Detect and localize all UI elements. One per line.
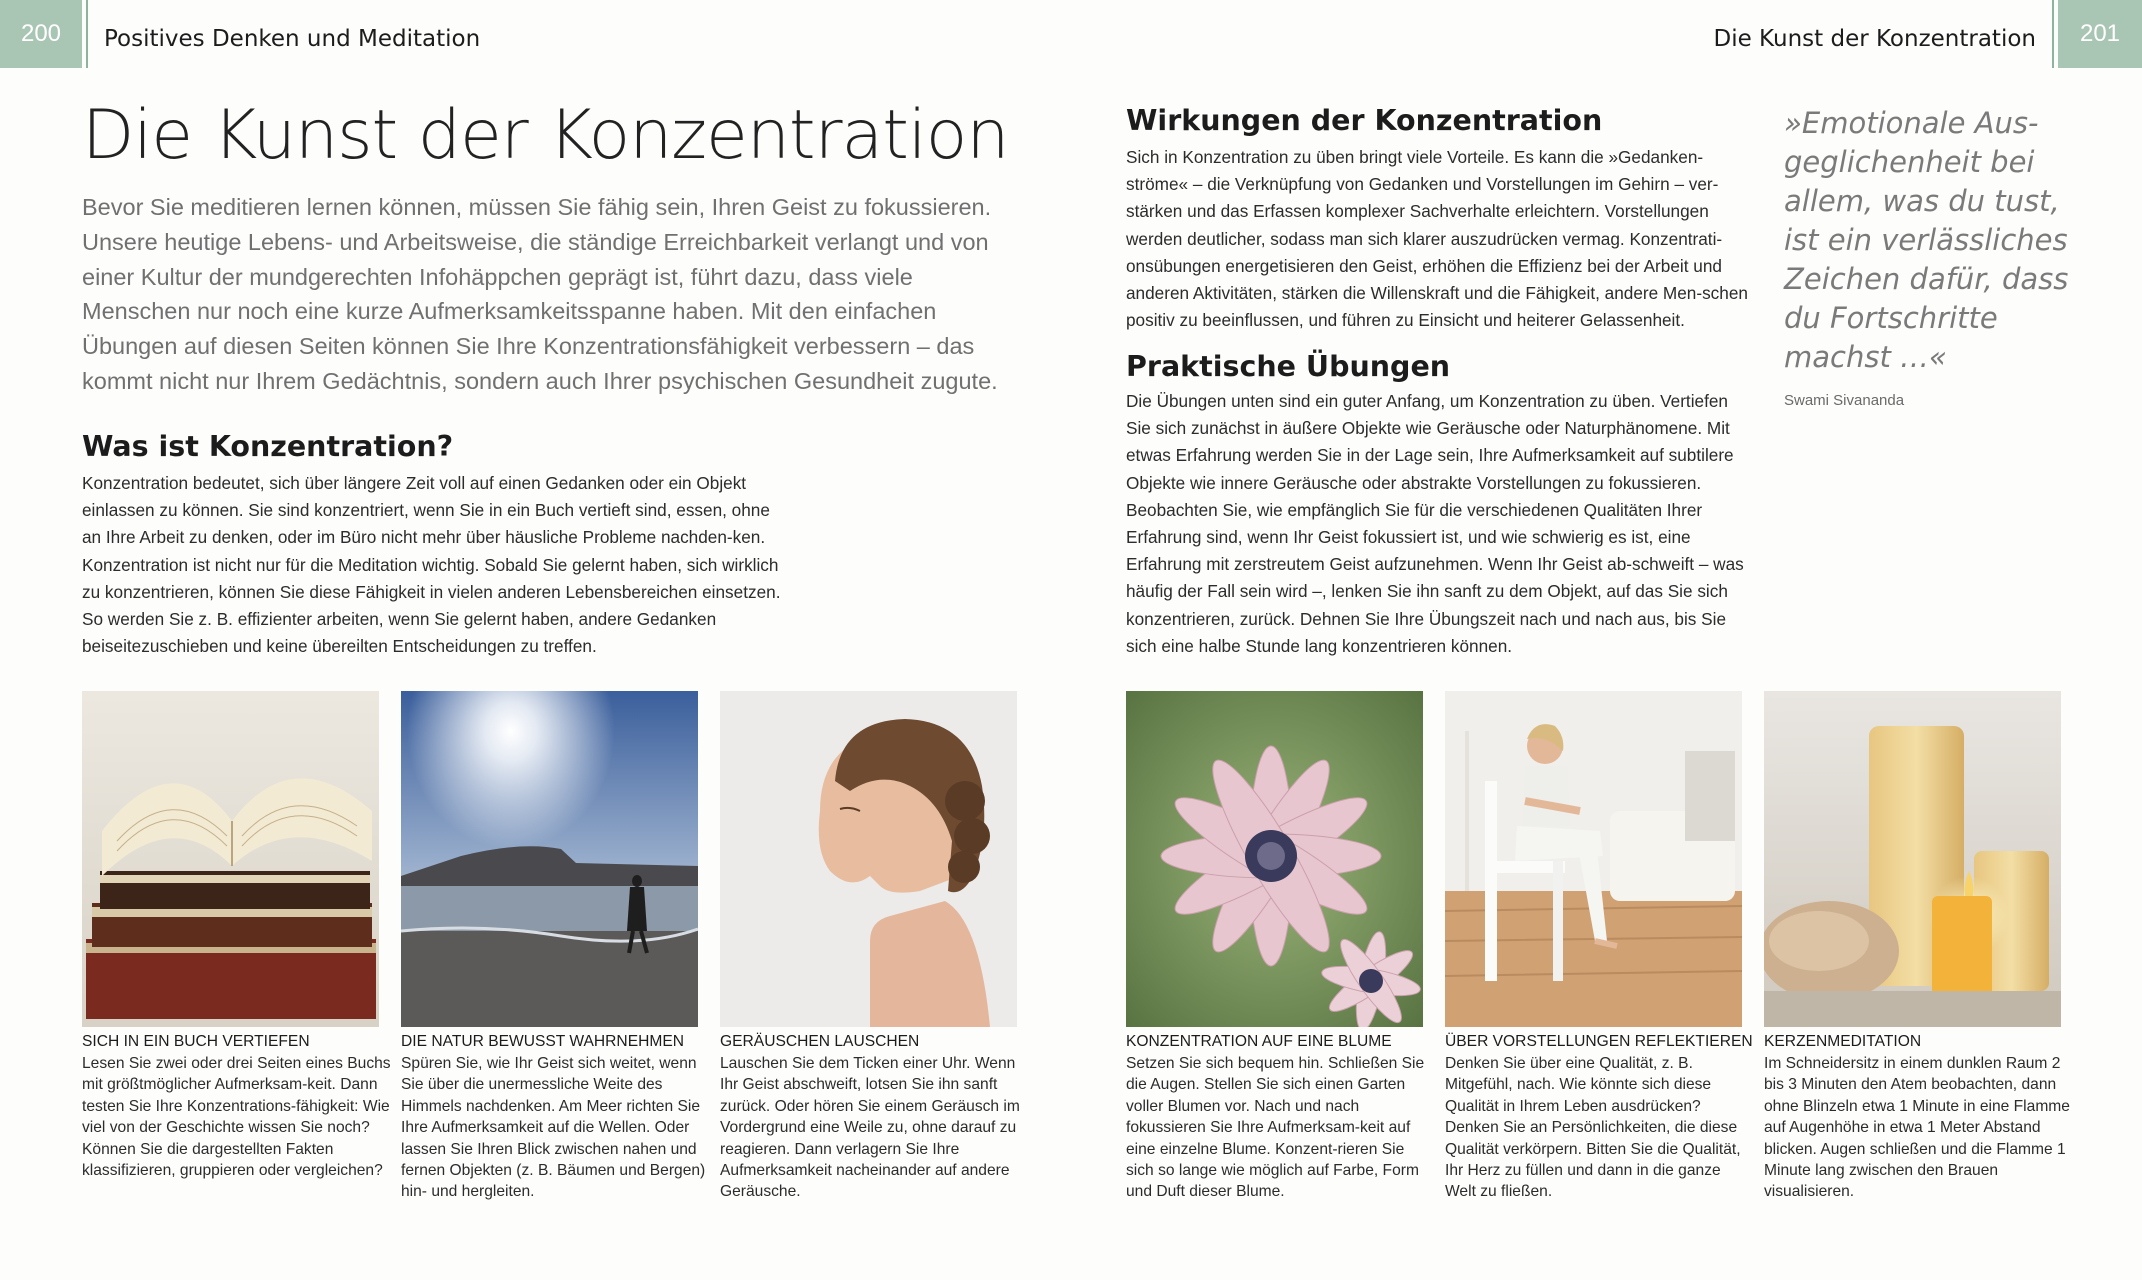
photo-books	[82, 691, 379, 1027]
right-page-number-tab	[2058, 0, 2142, 68]
photo-woman-chair	[1445, 691, 1742, 1027]
caption-title-buch: SICH IN EIN BUCH VERTIEFEN	[82, 1033, 310, 1050]
caption-text-blume: Setzen Sie sich bequem hin. Schließen Sie die Augen. Stellen Sie sich einen Garten voller Blumen vor. Nach und nach fokussieren Sie Ihre Aufmerksam-keit auf eine einzelne Blume. Konzent-rieren Sie sich so lange wie möglich auf Farbe, Form und Duft dieser Blume.	[1126, 1055, 1425, 1201]
caption-text-buch: Lesen Sie zwei oder drei Seiten eines Buchs mit größtmöglicher Aufmerksam-keit. Dann testen Sie Ihre Konzentrations-fähigkeit: Wie viel von der Geschichte wissen Sie noch? Können Sie die dargestellten Fakten klassifizieren, gruppieren oder vergleichen?	[82, 1055, 391, 1180]
quote-author: Swami Sivananda	[1784, 392, 1905, 409]
page-title: Die Kunst der Konzentration	[82, 96, 1009, 175]
caption-title-blume: KONZENTRATION AUF EINE BLUME	[1126, 1033, 1392, 1050]
caption-title-geraeusche: GERÄUSCHEN LAUSCHEN	[720, 1033, 920, 1050]
left-running-head: Positives Denken und Meditation	[104, 26, 481, 52]
pull-quote: »Emotionale Aus-geglichenheit bei allem, was du tust, ist ein verlässliches Zeichen dafür, dass du Fortschritte machst …«	[1784, 106, 2069, 374]
photo-woman-profile	[720, 691, 1017, 1027]
header-divider-left	[86, 0, 88, 68]
photo-candles	[1764, 691, 2061, 1027]
caption-text-vorstellungen: Denken Sie über eine Qualität, z. B. Mitgefühl, nach. Wie könnte sich diese Qualität in Ihrem Leben ausdrücken? Denken Sie an Persönlichkeiten, die diese Qualität verkörpern. Bitten Sie die Qualität, Ihr Herz zu füllen und dann in die ganze Welt zu fließen.	[1445, 1055, 1741, 1201]
caption-title-natur: DIE NATUR BEWUSST WAHRNEHMEN	[401, 1033, 685, 1050]
text-wirkungen: Sich in Konzentration zu üben bringt viele Vorteile. Es kann die »Gedanken-ströme« – die Verknüpfung von Gedanken und Vorstellungen im Gehirn – ver-stärken und das Erfassen komplexer Sachverhalte erleichtern. Vorstellungen werden deutlicher, sodass man sich klarer auszudrücken vermag. Konzentrati-onsübungen energetisieren den Geist, erhöhen die Effizienz bei der Arbeit und anderen Aktivitäten, stärken die Willenskraft und die Fähigkeit, andere Men-schen positiv zu beeinflussen, und führen zu Einsicht und heiterer Gelassenheit.	[1126, 147, 1748, 331]
left-page-number-tab	[0, 0, 82, 68]
text-was-ist-konzentration: Konzentration bedeutet, sich über längere Zeit voll auf einen Gedanken oder ein Objekt einlassen zu können. Sie sind konzentriert, wenn Sie in ein Buch vertieft sind, essen, ohne an Ihre Arbeit zu denken, oder im Büro nicht mehr über häusliche Probleme nachden-ken. Konzentration ist nicht nur für die Meditation wichtig. Sobald Sie gelernt haben, sich wirklich zu konzentrieren, können Sie diese Fähigkeit in vielen anderen Lebensbereichen einsetzen. So werden Sie z. B. effizienter arbeiten, wenn Sie gelernt haben, andere Gedanken beiseitezuschieben und keine übereilten Entscheidungen zu treffen.	[82, 473, 781, 657]
caption-text-kerze: Im Schneidersitz in einem dunklen Raum 2 bis 3 Minuten den Atem beobachten, dann ohne Blinzeln etwa 1 Minute in eine Flamme auf Augenhöhe in etwa 1 Meter Abstand blicken. Augen schließen und die Flamme 1 Minute lang zwischen den Brauen visualisieren.	[1764, 1055, 2070, 1201]
left-page-number: 200	[20, 20, 62, 47]
photo-flower	[1126, 691, 1423, 1027]
right-running-head: Die Kunst der Konzentration	[1713, 26, 2036, 52]
heading-praktische-uebungen: Praktische Übungen	[1126, 350, 1451, 383]
right-page-number: 201	[2079, 20, 2121, 47]
text-praktische-uebungen: Die Übungen unten sind ein guter Anfang, um Konzentration zu üben. Vertiefen Sie sich zunächst in äußere Objekte wie Geräusche oder Naturphänomene. Mit etwas Erfahrung werden Sie in der Lage sein, Ihre Aufmerksamkeit auf subtilere Objekte wie innere Geräusche oder abstrakte Vorstellungen zu fokussieren. Beobachten Sie, wie empfänglich Sie für die verschiedenen Qualitäten Ihrer Erfahrung sind, wenn Ihr Geist fokussiert ist, und wie schwierig es ist, eine Erfahrung mit zerstreutem Geist aufzunehmen. Wenn Ihr Geist ab-schweift – was häufig der Fall sein wird –, lenken Sie ihn sanft zu dem Objekt, auf das Sie sich konzentrieren, zurück. Dehnen Sie Ihre Übungszeit nach und nach aus, bis Sie sich eine halbe Stunde lang konzentrieren können.	[1126, 391, 1744, 656]
photo-beach	[401, 691, 698, 1027]
header-divider-right	[2052, 0, 2054, 68]
caption-text-natur: Spüren Sie, wie Ihr Geist sich weitet, wenn Sie über die unermessliche Weite des Himmels nachdenken. Am Meer richten Sie Ihre Aufmerksamkeit auf die Wellen. Oder lassen Sie Ihren Blick zwischen nahen und fernen Objekten (z. B. Bäumen und Bergen) hin- und hergleiten.	[401, 1055, 706, 1201]
caption-title-kerze: KERZENMEDITATION	[1764, 1033, 1922, 1050]
heading-was-ist-konzentration: Was ist Konzentration?	[82, 430, 454, 463]
caption-text-geraeusche: Lauschen Sie dem Ticken einer Uhr. Wenn Ihr Geist abschweift, lotsen Sie ihn sanft zurück. Oder hören Sie einem Geräusch im Vordergrund eine Weile zu, ohne darauf zu reagieren. Dann verlagern Sie Ihre Aufmerksamkeit nacheinander auf andere Geräusche.	[720, 1055, 1020, 1201]
intro-paragraph: Bevor Sie meditieren lernen können, müssen Sie fähig sein, Ihren Geist zu fokussieren. Unsere heutige Lebens- und Arbeitsweise, die ständige Erreichbarkeit verlangt und von einer Kultur der mundgerechten Infohäppchen geprägt ist, führt dazu, dass viele Menschen nur noch eine kurze Aufmerksamkeitsspanne haben. Mit den einfachen Übungen auf diesen Seiten können Sie Ihre Konzentrationsfähigkeit verbessern – das kommt nicht nur Ihrem Gedächtnis, sondern auch Ihrer psychischen Gesundheit zugute.	[82, 194, 998, 394]
caption-title-vorstellungen: ÜBER VORSTELLUNGEN REFLEKTIEREN	[1445, 1033, 1753, 1050]
heading-wirkungen: Wirkungen der Konzentration	[1126, 104, 1603, 137]
